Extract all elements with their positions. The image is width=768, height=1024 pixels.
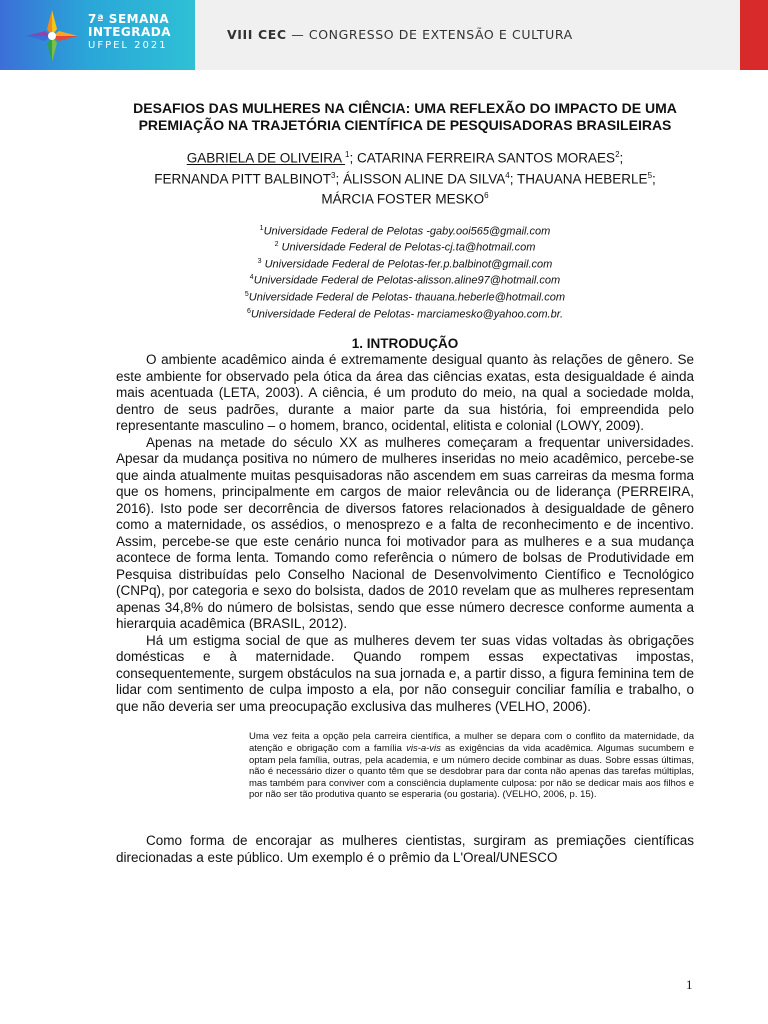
affiliation-text: Universidade Federal de Pelotas -gaby.ooi565@gmail.com	[263, 225, 551, 238]
author-sup: 6	[484, 191, 489, 200]
congress-title-rest: — CONGRESSO DE EXTENSÃO E CULTURA	[286, 27, 573, 42]
author-name: GABRIELA DE OLIVEIRA	[186, 150, 346, 166]
affiliation	[116, 222, 694, 239]
quote-text: as exigências da vida acadêmica. Algumas sucumbem e optam pela família, outras, pela academia, e um número decide combinar as duas. Sobre essas últimas, não é necessário dizer o quanto têm que se desdobrar para dar conta não apenas das tarefas múltiplas, mas também para conviver com a consciência duplamente culposa: por não se dedicar mais aos filhos e por não ser tão produtiva quanto se esperaria (ou gostaria). (VELHO, 2006, p. 15).	[249, 743, 694, 801]
author-sup: 3	[331, 170, 336, 180]
quote-emphasis: vis-a-vis	[406, 743, 441, 755]
body-paragraph: Apenas na metade do século XX as mulheres começaram a frequentar universidades. Apesar da mudança positiva no número de mulheres inseridas no meio acadêmico, percebe-se que ainda atualmente muitas pesquisadoras não ascendem em suas carreiras da mesma forma que os homens, principalmente em cargos de maior relevância ou de liderança (PERREIRA, 2016). Isto pode ser decorrência de diversos fatores relacionados à desigualdade de gênero como a maternidade, os assédios, o menosprezo e a falta de reconhecimento e de incentivo. Assim, percebe-se que este cenário nunca foi motivador para as mulheres e a sua mudança acontece de forma lenta. Tomando como referência o número de bolsas de Produtividade em Pesquisa distribuídas pelo Conselho Nacional de Desenvolvimento Científico e Tecnológico (CNPq), por categoria e sexo do bolsista, dados de 2010 revelam que as mulheres representam apenas 34,8% do número de bolsistas, sendo que esse número decresce conforme aumenta a hierarquia acadêmica (BRASIL, 2012).	[116, 434, 694, 632]
section-heading: 1. INTRODUÇÃO	[351, 336, 459, 352]
affiliation	[116, 255, 694, 272]
affiliation-sup: 4	[249, 274, 254, 282]
author-name: CATARINA FERREIRA SANTOS MORAES	[357, 150, 616, 166]
star-logo-icon	[26, 10, 78, 62]
affiliation-sup: 3	[257, 257, 262, 265]
event-logo-text	[88, 13, 171, 52]
author-sup: 4	[505, 170, 510, 180]
affiliation-sup: 6	[246, 307, 251, 315]
event-header-banner	[0, 0, 768, 70]
affiliation-text: Universidade Federal de Pelotas-fer.p.balbinot@gmail.com	[261, 258, 553, 271]
author-sep: ;	[335, 171, 343, 186]
body-paragraph: Como forma de encorajar as mulheres cientistas, surgiram as premiações científicas direcionadas a este público. Um exemplo é o prêmio da L'Oreal/UNESCO	[116, 833, 694, 865]
author-sep: ;	[509, 171, 518, 186]
author-sup: 5	[647, 170, 653, 180]
affiliation-sup: 2	[274, 241, 279, 249]
congress-title	[227, 27, 573, 42]
affiliation	[116, 238, 694, 255]
affiliation-text: Universidade Federal de Pelotas- thauana.heberle@hotmail.com	[248, 291, 566, 304]
author-name: ÁLISSON ALINE DA SILVA	[342, 171, 506, 186]
page-number: 1	[686, 977, 693, 992]
logo-line-3: UFPEL 2021	[88, 40, 168, 51]
affiliation-text: Universidade Federal de Pelotas- marciamesko@yahoo.com.br.	[250, 308, 564, 321]
author-name: MÁRCIA FOSTER MESKO	[321, 191, 485, 207]
author-name: THAUANA HEBERLE	[517, 171, 648, 186]
quote-text: Uma vez feita a opção pela carreira científica, a mulher se depara com o conflito da maternidade, da atenção e obrigação com a família	[249, 731, 694, 755]
logo-line-2: INTEGRADA	[88, 25, 172, 39]
affiliation-text: Universidade Federal de Pelotas-cj.ta@hotmail.com	[278, 241, 536, 254]
event-logo	[0, 0, 195, 70]
body-paragraph: O ambiente acadêmico ainda é extremamente desigual quanto às relações de gênero. Se este ambiente for observado pela ótica da área das ciências exatas, esta desigualdade é ainda mais acentuada (LETA, 2003). A ciência, é um produto do meio, na qual a sociedade molda, dentro de seus padrões, durante a maior parte da sua história, foi empreendida pelo representante masculino – o homem, branco, ocidental, elitista e colonial (LOWY, 2009).	[116, 352, 694, 434]
affiliation-sup: 1	[259, 224, 264, 232]
author-name: FERNANDA PITT BALBINOT	[154, 171, 331, 186]
affiliation-text: Universidade Federal de Pelotas-alisson.aline97@hotmail.com	[253, 275, 561, 288]
author-sep: ;	[619, 150, 624, 166]
congress-title-bold: VIII CEC	[227, 27, 287, 42]
affiliation-sup: 5	[244, 291, 249, 299]
body-paragraph: Há um estigma social de que as mulheres devem ter suas vidas voltadas às obrigações domésticas e à maternidade. Quando rompem essas expectativas impostas, consequentemente, surgem obstáculos na sua jornada e, a partir disso, a figura feminina tem de lidar com sentimento de culpa imposto a ela, por não conseguir conciliar família e trabalho, o que não deveria ser uma preocupação exclusiva das mulheres (VELHO, 2006).	[116, 632, 694, 714]
author-sup: 1	[345, 150, 350, 159]
author-sup: 2	[615, 150, 620, 159]
logo-line-1: 7ª SEMANA	[88, 12, 170, 26]
affiliation	[116, 271, 694, 288]
paper-body	[116, 100, 694, 866]
paper-title: DESAFIOS DAS MULHERES NA CIÊNCIA: UMA REFLEXÃO DO IMPACTO DE UMA PREMIAÇÃO NA TRAJETÓRIA CIENTÍFICA DE PESQUISADORAS BRASILEIRAS	[133, 100, 677, 133]
author-list	[116, 146, 694, 208]
affiliation	[116, 305, 694, 322]
author-sep: ;	[652, 171, 656, 186]
affiliation	[116, 288, 694, 305]
block-quote	[249, 731, 694, 801]
accent-bar	[740, 0, 768, 70]
affiliation-list	[116, 222, 694, 322]
author-sep: ;	[349, 150, 357, 166]
